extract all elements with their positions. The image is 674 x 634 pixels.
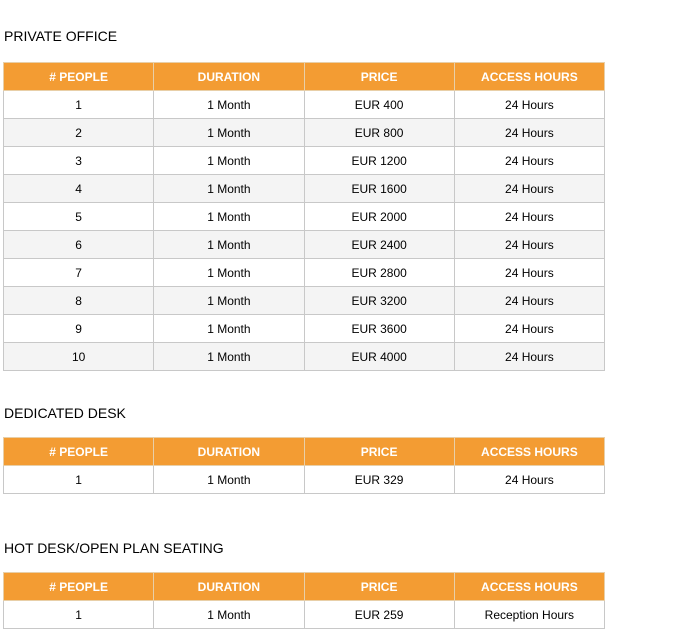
column-header-people: # PEOPLE bbox=[4, 573, 154, 601]
price-cell: EUR 4000 bbox=[304, 343, 454, 371]
table-row bbox=[4, 175, 605, 203]
duration-cell: 1 Month bbox=[154, 315, 304, 343]
section-title-dedicated-desk: DEDICATED DESK bbox=[4, 405, 126, 421]
price-cell: EUR 259 bbox=[304, 601, 454, 629]
table-row bbox=[4, 466, 605, 494]
table-row bbox=[4, 91, 605, 119]
price-cell: EUR 800 bbox=[304, 119, 454, 147]
access-hours-cell: 24 Hours bbox=[454, 343, 604, 371]
column-header-access-hours: ACCESS HOURS bbox=[454, 63, 604, 91]
column-header-duration: DURATION bbox=[154, 438, 304, 466]
column-header-people: # PEOPLE bbox=[4, 438, 154, 466]
access-hours-cell: 24 Hours bbox=[454, 203, 604, 231]
section-title-hot-desk: HOT DESK/OPEN PLAN SEATING bbox=[4, 540, 224, 556]
table-header-row bbox=[4, 438, 605, 466]
table-row bbox=[4, 203, 605, 231]
duration-cell: 1 Month bbox=[154, 91, 304, 119]
table-header-row bbox=[4, 63, 605, 91]
column-header-duration: DURATION bbox=[154, 63, 304, 91]
people-cell: 10 bbox=[4, 343, 154, 371]
access-hours-cell: 24 Hours bbox=[454, 147, 604, 175]
dedicated-desk-table bbox=[3, 437, 605, 494]
people-cell: 9 bbox=[4, 315, 154, 343]
access-hours-cell: 24 Hours bbox=[454, 259, 604, 287]
private-office-table bbox=[3, 62, 605, 371]
people-cell: 7 bbox=[4, 259, 154, 287]
people-cell: 3 bbox=[4, 147, 154, 175]
table-row bbox=[4, 147, 605, 175]
duration-cell: 1 Month bbox=[154, 343, 304, 371]
access-hours-cell: 24 Hours bbox=[454, 175, 604, 203]
table-row bbox=[4, 231, 605, 259]
duration-cell: 1 Month bbox=[154, 259, 304, 287]
column-header-price: PRICE bbox=[304, 573, 454, 601]
table-row bbox=[4, 287, 605, 315]
column-header-people: # PEOPLE bbox=[4, 63, 154, 91]
access-hours-cell: 24 Hours bbox=[454, 466, 604, 494]
people-cell: 1 bbox=[4, 601, 154, 629]
price-cell: EUR 3200 bbox=[304, 287, 454, 315]
table-row bbox=[4, 343, 605, 371]
price-cell: EUR 2400 bbox=[304, 231, 454, 259]
duration-cell: 1 Month bbox=[154, 119, 304, 147]
duration-cell: 1 Month bbox=[154, 287, 304, 315]
table-row bbox=[4, 259, 605, 287]
table-row bbox=[4, 119, 605, 147]
price-cell: EUR 3600 bbox=[304, 315, 454, 343]
access-hours-cell: 24 Hours bbox=[454, 315, 604, 343]
price-cell: EUR 400 bbox=[304, 91, 454, 119]
price-cell: EUR 1200 bbox=[304, 147, 454, 175]
access-hours-cell: 24 Hours bbox=[454, 91, 604, 119]
people-cell: 6 bbox=[4, 231, 154, 259]
table-row bbox=[4, 601, 605, 629]
column-header-price: PRICE bbox=[304, 63, 454, 91]
people-cell: 4 bbox=[4, 175, 154, 203]
access-hours-cell: 24 Hours bbox=[454, 119, 604, 147]
people-cell: 1 bbox=[4, 91, 154, 119]
access-hours-cell: 24 Hours bbox=[454, 231, 604, 259]
people-cell: 2 bbox=[4, 119, 154, 147]
duration-cell: 1 Month bbox=[154, 231, 304, 259]
duration-cell: 1 Month bbox=[154, 466, 304, 494]
duration-cell: 1 Month bbox=[154, 147, 304, 175]
price-cell: EUR 329 bbox=[304, 466, 454, 494]
duration-cell: 1 Month bbox=[154, 175, 304, 203]
people-cell: 5 bbox=[4, 203, 154, 231]
access-hours-cell: 24 Hours bbox=[454, 287, 604, 315]
access-hours-cell: Reception Hours bbox=[454, 601, 604, 629]
people-cell: 1 bbox=[4, 466, 154, 494]
duration-cell: 1 Month bbox=[154, 601, 304, 629]
price-cell: EUR 2800 bbox=[304, 259, 454, 287]
column-header-access-hours: ACCESS HOURS bbox=[454, 573, 604, 601]
table-row bbox=[4, 315, 605, 343]
duration-cell: 1 Month bbox=[154, 203, 304, 231]
hot-desk-table bbox=[3, 572, 605, 629]
price-cell: EUR 1600 bbox=[304, 175, 454, 203]
table-header-row bbox=[4, 573, 605, 601]
people-cell: 8 bbox=[4, 287, 154, 315]
section-title-private-office: PRIVATE OFFICE bbox=[4, 28, 118, 44]
column-header-access-hours: ACCESS HOURS bbox=[454, 438, 604, 466]
column-header-duration: DURATION bbox=[154, 573, 304, 601]
price-cell: EUR 2000 bbox=[304, 203, 454, 231]
column-header-price: PRICE bbox=[304, 438, 454, 466]
